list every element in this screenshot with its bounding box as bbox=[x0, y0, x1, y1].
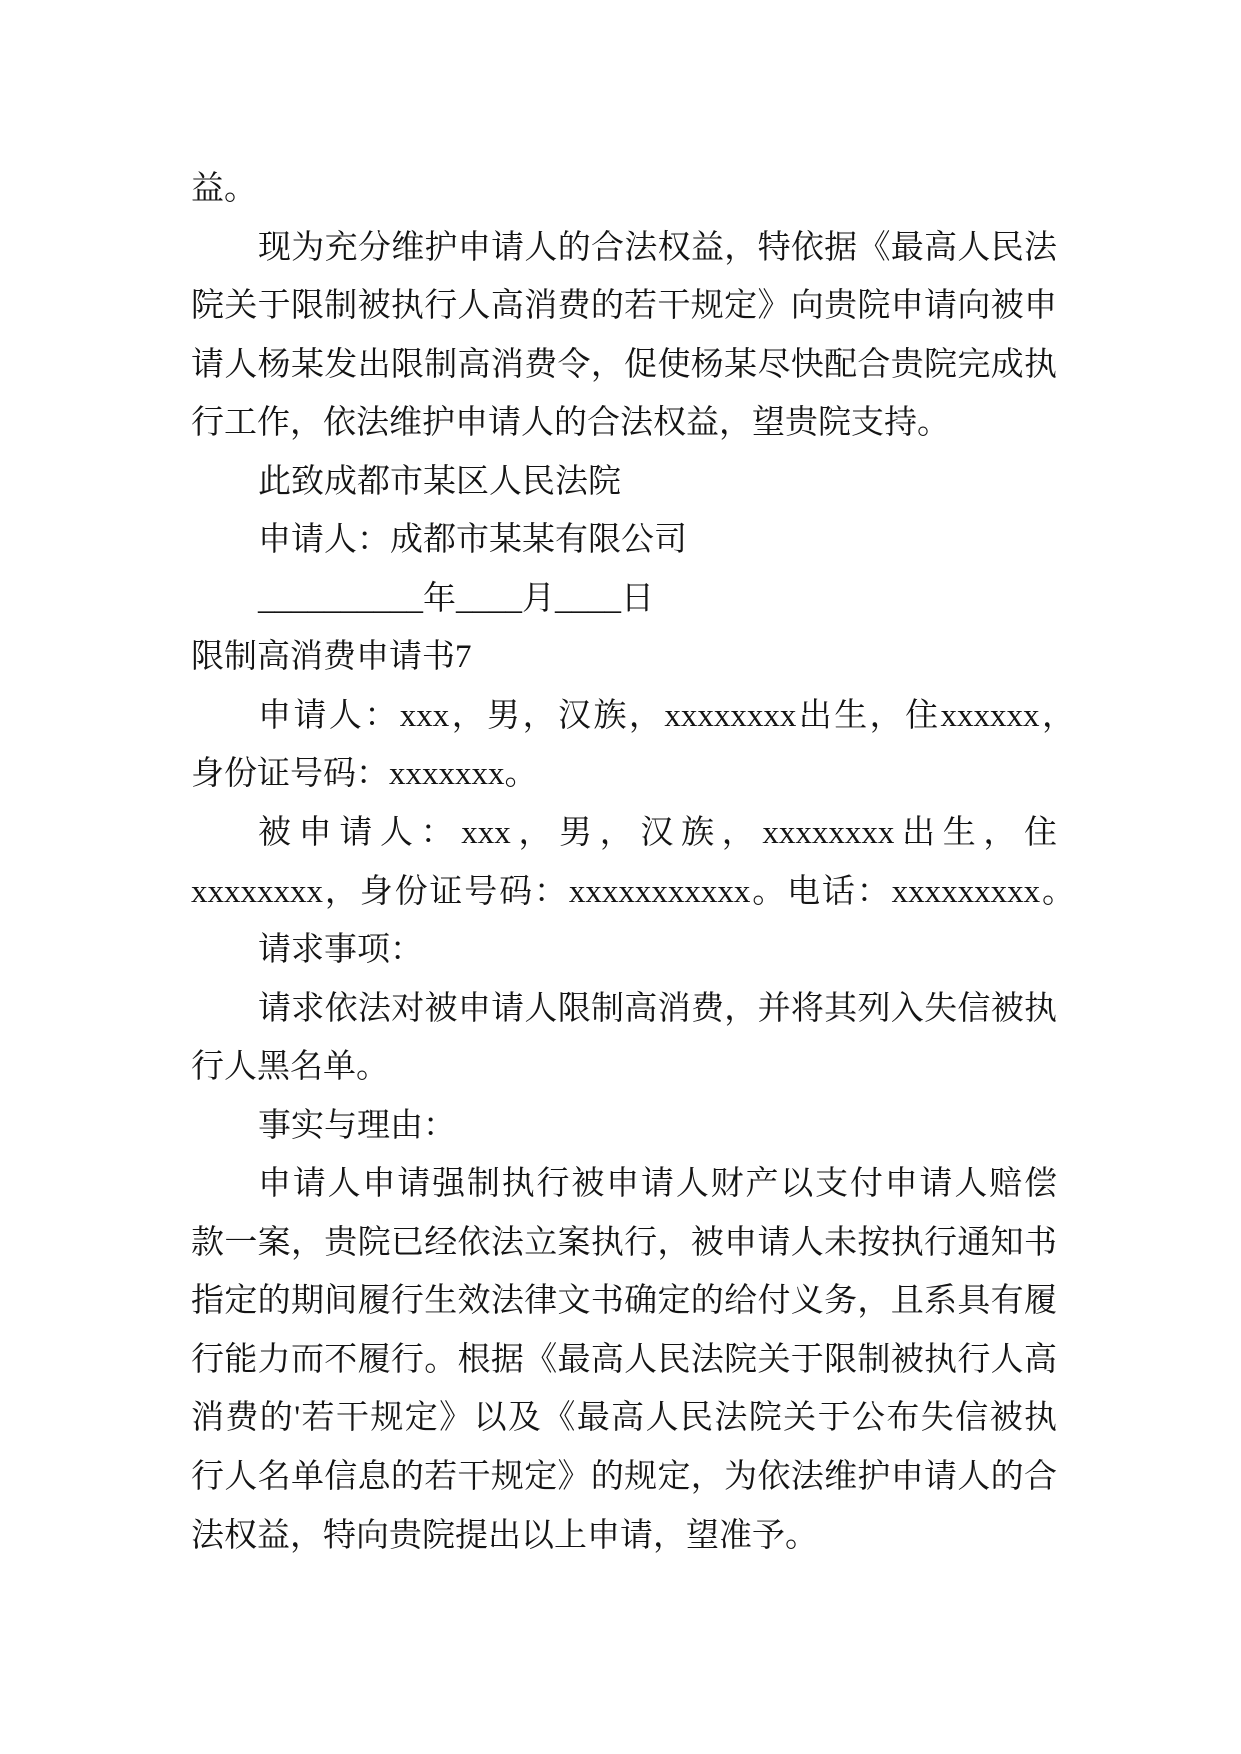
document-body bbox=[191, 160, 1075, 1565]
requests-line: 行人黑名单。 bbox=[191, 1049, 389, 1086]
facts-heading: 事实与理由： bbox=[258, 1107, 456, 1144]
facts-line: 指定的期间履行生效法律文书确定的给付义务，且系具有履 bbox=[191, 1283, 1057, 1320]
body-line: 院关于限制被执行人高消费的若干规定》向贵院申请向被申 bbox=[191, 288, 1057, 325]
applicant-line: 申请人：xxx，男，汉族，xxxxxxxx出生，住xxxxxx， bbox=[258, 697, 1075, 734]
applicant-signature: 申请人：成都市某某有限公司 bbox=[258, 522, 687, 559]
respondent-line: xxxxxxxx，身份证号码：xxxxxxxxxxx。电话：xxxxxxxxx。 bbox=[191, 873, 1075, 910]
body-line: 行工作，依法维护申请人的合法权益，望贵院支持。 bbox=[191, 405, 950, 442]
facts-line: 行人名单信息的若干规定》的规定，为依法维护申请人的合 bbox=[191, 1459, 1057, 1496]
requests-heading: 请求事项： bbox=[258, 932, 423, 969]
facts-line: 款一案，贵院已经依法立案执行，被申请人未按执行通知书 bbox=[191, 1224, 1057, 1261]
facts-line: 申请人申请强制执行被申请人财产以支付申请人赔偿 bbox=[258, 1166, 1057, 1203]
requests-line: 请求依法对被申请人限制高消费，并将其列入失信被执 bbox=[258, 990, 1057, 1027]
applicant-line: 身份证号码：xxxxxxx。 bbox=[191, 756, 538, 793]
body-line: 请人杨某发出限制高消费令，促使杨某尽快配合贵院完成执 bbox=[191, 346, 1057, 383]
facts-line: 行能力而不履行。根据《最高人民法院关于限制被执行人高 bbox=[191, 1341, 1057, 1378]
salutation: 此致成都市某区人民法院 bbox=[258, 463, 621, 500]
facts-line: 消费的'若干规定》以及《最高人民法院关于公布失信被执 bbox=[191, 1400, 1057, 1437]
section-title: 限制高消费申请书7 bbox=[191, 639, 472, 676]
body-line: 益。 bbox=[191, 171, 257, 207]
facts-line: 法权益，特向贵院提出以上申请，望准予。 bbox=[191, 1517, 818, 1554]
respondent-line: 被申请人：xxx，男，汉族，xxxxxxxx出生，住 bbox=[258, 815, 1057, 852]
body-line: 现为充分维护申请人的合法权益，特依据《最高人民法 bbox=[258, 229, 1057, 266]
date-line: __________年____月____日 bbox=[258, 580, 654, 617]
